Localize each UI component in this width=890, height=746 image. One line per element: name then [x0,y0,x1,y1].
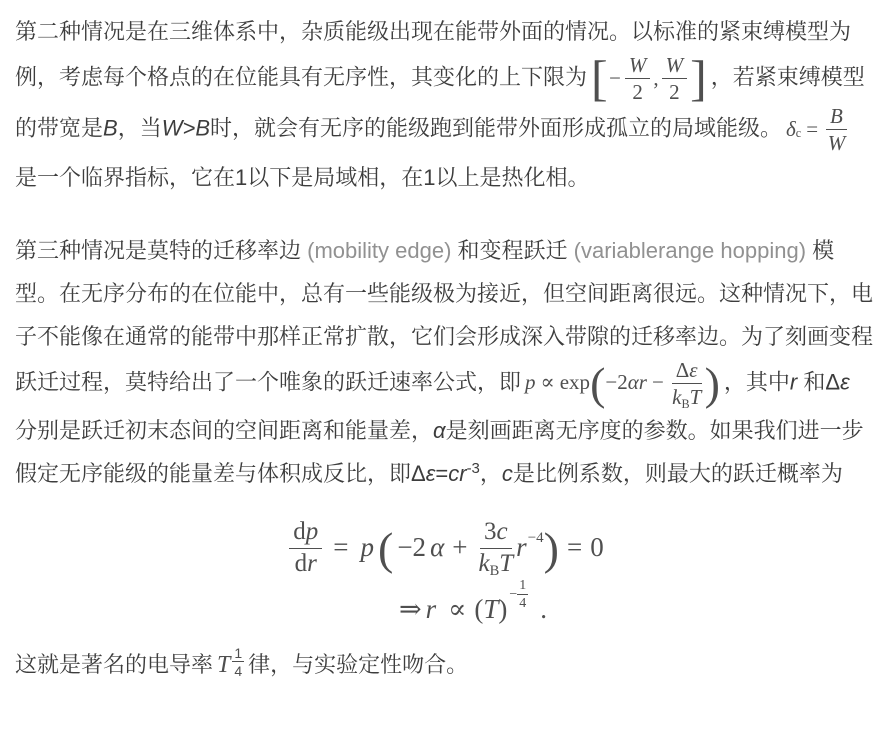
fraction-numerator: 1 [517,578,528,595]
var-cr: cr [448,460,467,486]
fraction-denominator: 4 [519,596,527,612]
fraction-dp-over-dr [289,518,322,579]
comma-separator: , [653,65,659,90]
fraction-numerator [289,518,322,549]
fraction-numerator: 1 [234,644,243,661]
fraction-numerator [480,518,512,549]
fraction-denominator [295,549,317,579]
left-bracket-glyph: [ [591,50,608,107]
exponent-minus-one-quarter [509,578,528,612]
fraction-denominator: 2 [669,80,680,105]
subscript-B: B [489,562,500,579]
left-paren-glyph: ( [590,357,606,409]
english-mobility-edge: (mobility edge) [307,237,452,263]
paragraph-anderson-criterion [15,10,875,199]
var-r: r [307,549,317,577]
hopping-rate-formula [525,358,720,409]
fraction-numerator: W [662,53,688,79]
para2-text-1: 第三种情况是莫特的迁移率边 [15,237,308,263]
var-c: c [496,517,508,545]
equals-sign: = [333,532,349,563]
var-k: k [672,384,682,409]
exp-operator: exp [559,370,591,395]
var-k: k [478,549,490,577]
proportional-sign: ∝ [448,593,467,624]
para2-text-9: 是比例系数，则最大的跃迁概率为 [512,460,843,486]
var-T: T [217,651,231,678]
fraction-numerator: B [826,104,847,130]
var-epsilon: ε [689,357,698,382]
subscript-B: B [681,396,690,411]
small-fraction [517,578,528,612]
minus-sign: − [607,65,622,90]
para1-text-4: 时，就会有无序的能级跑到能带外面形成孤立的局域能级。 [210,115,783,141]
para1-text-5: 是一个临界指标，它在1以下是局域相，在1以上是热化相。 [15,164,590,190]
left-paren-glyph: ( [378,522,394,574]
para2-text-4: ，其中 [723,369,790,395]
fraction-denominator: W [827,131,846,156]
para1-text-3: ，当 [117,115,162,141]
fraction-numerator [672,358,702,384]
delta-symbol: Δ [675,357,690,382]
var-p: p [360,532,374,563]
delta-subscript-c: c [795,126,802,141]
para3-text-1: 这就是著名的电导率 [15,651,214,677]
para1-text-1: 第二种情况是在三维体系中，杂质能级出现在能带外面的情况。以标准的紧束缚模型为例，考虑每个格点的在位能具有无序性，其变化的上下限为 [15,19,852,90]
delta-symbol: δ [786,117,796,142]
fraction-denominator: 4 [234,662,243,679]
fraction-w-over-2 [662,53,688,104]
paragraph-mobility-edge [15,229,875,498]
small-fraction [232,645,244,679]
var-p: p [305,517,319,545]
fraction-numerator: W [625,53,651,79]
para3-text-2: 律，与实验定性吻合。 [248,651,469,677]
number-3: 3 [484,517,497,545]
var-alpha: α [430,532,445,563]
right-bracket-glyph: ] [690,50,707,107]
english-variable-range-hopping: (variablerange hopping) [573,237,807,263]
var-T: T [483,593,499,624]
differential-d: d [294,549,308,577]
superscript-minus-4: −4 [527,529,544,546]
vars-alpha-r: αr [627,370,647,395]
minus-sign: − [651,370,664,395]
para2-text-7: 是刻画距离无序度的参数。如果我们进一步假定无序能级的能量差与体积成反比，即Δ [15,417,864,486]
exponent-one-quarter [232,645,244,679]
plus-sign: + [452,532,468,563]
var-W-gt-B: W>B [161,115,211,141]
fraction-denominator [478,549,513,579]
right-paren-glyph: ) [704,357,720,409]
var-r: r [425,593,437,624]
number-0: 0 [590,532,604,563]
equals-sign: = [566,532,583,563]
para2-text-8: ， [479,460,502,486]
delta-c-formula [786,104,850,155]
display-equation-result [43,578,890,626]
left-paren: ( [474,593,484,624]
equals-sign: = [806,117,819,142]
coefficient-minus-2: −2 [605,370,628,395]
para2-text-6: 分别是跃迁初末态间的空间距离和能量差， [15,417,434,443]
var-r: r [789,369,798,395]
right-paren: ) [498,593,508,624]
display-equation-derivative [15,518,875,579]
differential-d: d [293,517,306,545]
paragraph-conclusion [15,643,875,693]
var-alpha: α [433,417,446,443]
right-paren-glyph: ) [543,522,559,574]
fraction-denominator [672,384,701,409]
minus-sign: − [509,587,518,603]
fraction-denominator: 2 [632,80,643,105]
fraction-3c-over-kbt [478,518,513,579]
var-p: p [525,370,536,395]
var-epsilon: ε [425,460,436,486]
var-c: c [501,460,513,486]
fraction-b-over-w [826,104,847,155]
var-r: r [516,532,527,563]
para2-text-3: 模型。在无序分布的在位能中，总有一些能级极为接近，但空间距离很远。这种情况下，电子不能像在通常的能带中那样正常扩散，它们会形成深入带隙的迁移率边。为了刻画变程跃迁过程，莫特给出了一个唯象的跃迁速率公式，即 [15,237,874,395]
superscript-minus-3: -3 [466,459,480,477]
implies-arrow: ⇒ [398,593,422,624]
period: . [540,593,548,624]
interval-formula [591,50,707,107]
para2-text-5: 和Δ [797,369,841,395]
fraction-w-over-2 [625,53,651,104]
proportional-sign: ∝ [540,370,555,395]
var-epsilon: ε [840,369,850,395]
para1-text-2: ，若紧束缚模型的带宽是 [15,64,865,141]
equals-sign: = [435,460,449,486]
var-T: T [689,384,702,409]
coefficient-minus-2: −2 [397,532,427,563]
fraction-delta-eps-over-kbt [672,358,702,409]
para2-text-2: 和变程跃迁 [451,237,574,263]
var-T: T [499,549,514,577]
var-B: B [103,115,118,141]
